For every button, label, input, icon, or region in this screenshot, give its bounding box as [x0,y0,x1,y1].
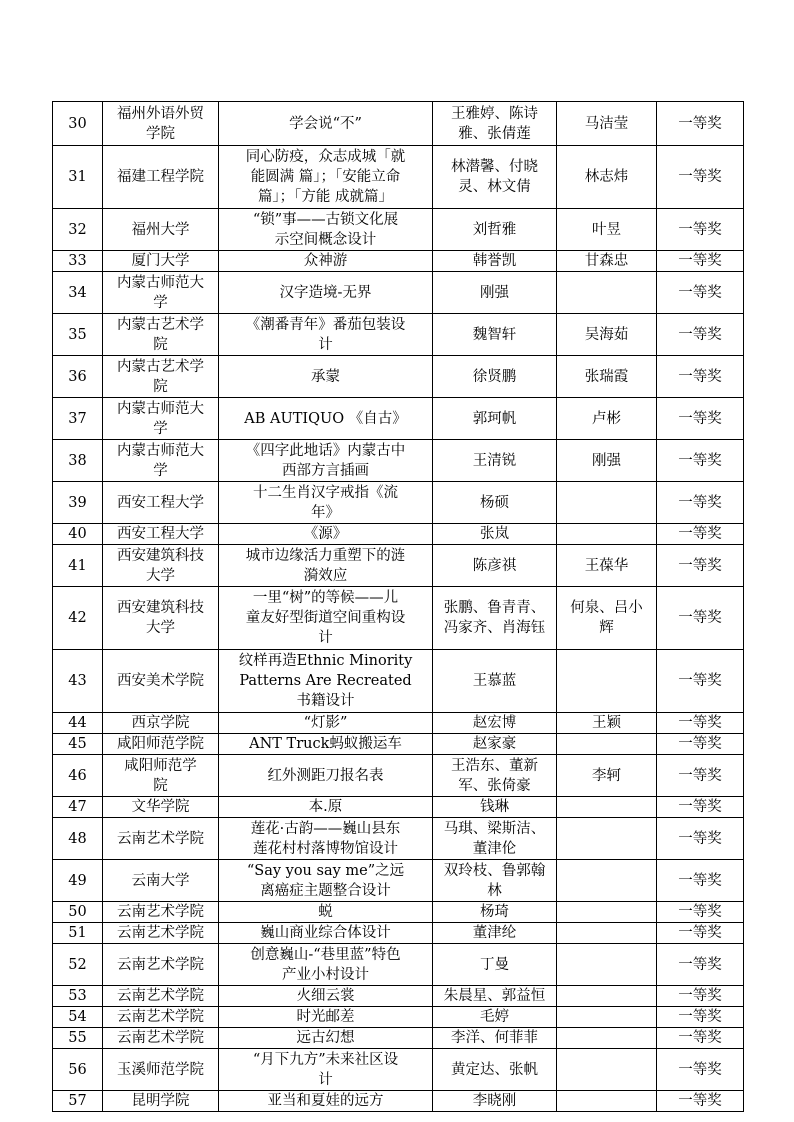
row-number: 31 [53,146,103,209]
school-name: 云南艺术学院 [103,923,219,944]
row-number: 40 [53,524,103,545]
row-number: 50 [53,902,103,923]
advisor-name [557,1049,657,1091]
row-number: 55 [53,1028,103,1049]
award-level: 一等奖 [657,797,744,818]
author-names: 朱晨星、郭益恒 [433,986,557,1007]
work-title: 《源》 [219,524,433,545]
school-name: 内蒙古艺术学 院 [103,356,219,398]
table-row [53,314,744,356]
school-name: 内蒙古师范大 学 [103,398,219,440]
award-level: 一等奖 [657,1091,744,1112]
award-level: 一等奖 [657,713,744,734]
author-names: 杨琦 [433,902,557,923]
work-title: 一里“树”的等候——儿 童友好型街道空间重构设 计 [219,587,433,650]
row-number: 57 [53,1091,103,1112]
school-name: 西京学院 [103,713,219,734]
table-row [53,944,744,986]
award-level: 一等奖 [657,524,744,545]
school-name: 云南艺术学院 [103,986,219,1007]
row-number: 46 [53,755,103,797]
work-title: 承蒙 [219,356,433,398]
advisor-name: 刚强 [557,440,657,482]
author-names: 刚强 [433,272,557,314]
school-name: 内蒙古师范大 学 [103,440,219,482]
table-row [53,272,744,314]
author-names: 张鹏、鲁青青、 冯家齐、肖海钰 [433,587,557,650]
advisor-name: 叶昱 [557,209,657,251]
advisor-name [557,482,657,524]
advisor-name: 王颖 [557,713,657,734]
award-level: 一等奖 [657,102,744,146]
author-names: 李洋、何菲菲 [433,1028,557,1049]
award-level: 一等奖 [657,1049,744,1091]
advisor-name: 张瑞霞 [557,356,657,398]
work-title: “月下九方”未来社区设 计 [219,1049,433,1091]
award-level: 一等奖 [657,482,744,524]
school-name: 昆明学院 [103,1091,219,1112]
advisor-name [557,797,657,818]
work-title: 《四字此地话》内蒙古中 西部方言插画 [219,440,433,482]
work-title: 时光邮差 [219,1007,433,1028]
author-names: 钱琳 [433,797,557,818]
award-level: 一等奖 [657,545,744,587]
row-number: 53 [53,986,103,1007]
school-name: 咸阳师范学院 [103,734,219,755]
school-name: 西安建筑科技 大学 [103,545,219,587]
table-row [53,734,744,755]
advisor-name: 吴海茹 [557,314,657,356]
school-name: 咸阳师范学 院 [103,755,219,797]
author-names: 赵家豪 [433,734,557,755]
school-name: 福州大学 [103,209,219,251]
school-name: 福建工程学院 [103,146,219,209]
table-row [53,650,744,713]
work-title: 学会说“不” [219,102,433,146]
author-names: 李晓刚 [433,1091,557,1112]
author-names: 刘哲雅 [433,209,557,251]
advisor-name: 卢彬 [557,398,657,440]
table-row [53,251,744,272]
advisor-name [557,1007,657,1028]
award-level: 一等奖 [657,587,744,650]
advisor-name [557,902,657,923]
author-names: 林潜馨、付晓 灵、林文倩 [433,146,557,209]
work-title: “Say you say me”之远 离癌症主题整合设计 [219,860,433,902]
school-name: 云南大学 [103,860,219,902]
advisor-name [557,944,657,986]
advisor-name: 何泉、吕小 辉 [557,587,657,650]
award-level: 一等奖 [657,986,744,1007]
table-row [53,587,744,650]
table-row [53,356,744,398]
award-level: 一等奖 [657,272,744,314]
row-number: 54 [53,1007,103,1028]
author-names: 陈彦祺 [433,545,557,587]
advisor-name [557,860,657,902]
table-row [53,398,744,440]
advisor-name [557,1028,657,1049]
author-names: 黄定达、张帆 [433,1049,557,1091]
author-names: 马琪、梁斯洁、 董津伦 [433,818,557,860]
author-names: 王清锐 [433,440,557,482]
work-title: 亚当和夏娃的远方 [219,1091,433,1112]
advisor-name: 马洁莹 [557,102,657,146]
row-number: 56 [53,1049,103,1091]
award-level: 一等奖 [657,440,744,482]
advisor-name: 李轲 [557,755,657,797]
work-title: 莲花·古韵——巍山县东 莲花村村落博物馆设计 [219,818,433,860]
work-title: 创意巍山-“巷里蓝”特色 产业小村设计 [219,944,433,986]
advisor-name [557,1091,657,1112]
author-names: 韩誉凯 [433,251,557,272]
row-number: 37 [53,398,103,440]
author-names: 郭珂帆 [433,398,557,440]
table-row [53,902,744,923]
table-row [53,923,744,944]
table-row [53,146,744,209]
award-level: 一等奖 [657,923,744,944]
author-names: 毛婷 [433,1007,557,1028]
table-row [53,1007,744,1028]
table-row [53,440,744,482]
row-number: 39 [53,482,103,524]
award-level: 一等奖 [657,1028,744,1049]
award-level: 一等奖 [657,818,744,860]
advisor-name [557,818,657,860]
table-row [53,713,744,734]
work-title: 本.原 [219,797,433,818]
table-row [53,797,744,818]
school-name: 云南艺术学院 [103,1007,219,1028]
row-number: 43 [53,650,103,713]
row-number: 42 [53,587,103,650]
work-title: 火细云裳 [219,986,433,1007]
school-name: 西安美术学院 [103,650,219,713]
work-title: 纹样再造Ethnic Minority Patterns Are Recreated 书籍设计 [219,650,433,713]
award-level: 一等奖 [657,734,744,755]
work-title: 红外测距刀报名表 [219,755,433,797]
advisor-name [557,986,657,1007]
work-title: 汉字造境-无界 [219,272,433,314]
advisor-name [557,524,657,545]
author-names: 丁曼 [433,944,557,986]
row-number: 44 [53,713,103,734]
work-title: AB AUTIQUO 《自古》 [219,398,433,440]
row-number: 30 [53,102,103,146]
author-names: 徐贤鹏 [433,356,557,398]
work-title: 巍山商业综合体设计 [219,923,433,944]
school-name: 西安工程大学 [103,482,219,524]
table-row [53,755,744,797]
author-names: 赵宏博 [433,713,557,734]
advisor-name: 林志炜 [557,146,657,209]
school-name: 云南艺术学院 [103,1028,219,1049]
awards-table [52,101,744,1112]
row-number: 47 [53,797,103,818]
row-number: 36 [53,356,103,398]
author-names: 王雅婷、陈诗 雅、张倩莲 [433,102,557,146]
award-level: 一等奖 [657,860,744,902]
school-name: 文华学院 [103,797,219,818]
row-number: 32 [53,209,103,251]
work-title: 《潮番青年》番茄包装设 计 [219,314,433,356]
work-title: 远古幻想 [219,1028,433,1049]
award-level: 一等奖 [657,146,744,209]
advisor-name [557,734,657,755]
advisor-name [557,272,657,314]
school-name: 西安建筑科技 大学 [103,587,219,650]
advisor-name: 甘森忠 [557,251,657,272]
advisor-name [557,650,657,713]
award-level: 一等奖 [657,356,744,398]
work-title: 同心防疫，众志成城「就 能圆满 篇」；「安能立命 篇」；「方能 成就篇」 [219,146,433,209]
row-number: 52 [53,944,103,986]
table-row [53,1028,744,1049]
table-row [53,1049,744,1091]
school-name: 内蒙古师范大 学 [103,272,219,314]
advisor-name [557,923,657,944]
table-row [53,986,744,1007]
school-name: 云南艺术学院 [103,818,219,860]
work-title: 蜕 [219,902,433,923]
awards-table-body [53,102,744,1112]
work-title: 众神游 [219,251,433,272]
row-number: 49 [53,860,103,902]
row-number: 35 [53,314,103,356]
author-names: 王慕蓝 [433,650,557,713]
school-name: 云南艺术学院 [103,944,219,986]
table-row [53,209,744,251]
award-level: 一等奖 [657,1007,744,1028]
award-level: 一等奖 [657,209,744,251]
work-title: 城市边缘活力重塑下的涟 漪效应 [219,545,433,587]
row-number: 41 [53,545,103,587]
work-title: 十二生肖汉字戒指《流 年》 [219,482,433,524]
row-number: 51 [53,923,103,944]
award-level: 一等奖 [657,650,744,713]
school-name: 内蒙古艺术学 院 [103,314,219,356]
work-title: “灯影” [219,713,433,734]
author-names: 魏智轩 [433,314,557,356]
row-number: 45 [53,734,103,755]
school-name: 西安工程大学 [103,524,219,545]
award-level: 一等奖 [657,755,744,797]
work-title: ANT Truck蚂蚁搬运车 [219,734,433,755]
table-row [53,818,744,860]
table-row [53,102,744,146]
row-number: 34 [53,272,103,314]
table-row [53,482,744,524]
table-row [53,1091,744,1112]
row-number: 38 [53,440,103,482]
school-name: 玉溪师范学院 [103,1049,219,1091]
table-row [53,524,744,545]
award-level: 一等奖 [657,902,744,923]
award-level: 一等奖 [657,251,744,272]
school-name: 云南艺术学院 [103,902,219,923]
author-names: 王浩东、董新 军、张倚豪 [433,755,557,797]
table-row [53,860,744,902]
row-number: 33 [53,251,103,272]
table-row [53,545,744,587]
award-level: 一等奖 [657,944,744,986]
author-names: 杨硕 [433,482,557,524]
advisor-name: 王葆华 [557,545,657,587]
author-names: 双玲枝、鲁郭翰 林 [433,860,557,902]
work-title: “锁”事——古锁文化展 示空间概念设计 [219,209,433,251]
award-level: 一等奖 [657,398,744,440]
school-name: 厦门大学 [103,251,219,272]
school-name: 福州外语外贸 学院 [103,102,219,146]
row-number: 48 [53,818,103,860]
award-level: 一等奖 [657,314,744,356]
author-names: 张岚 [433,524,557,545]
author-names: 董津纶 [433,923,557,944]
